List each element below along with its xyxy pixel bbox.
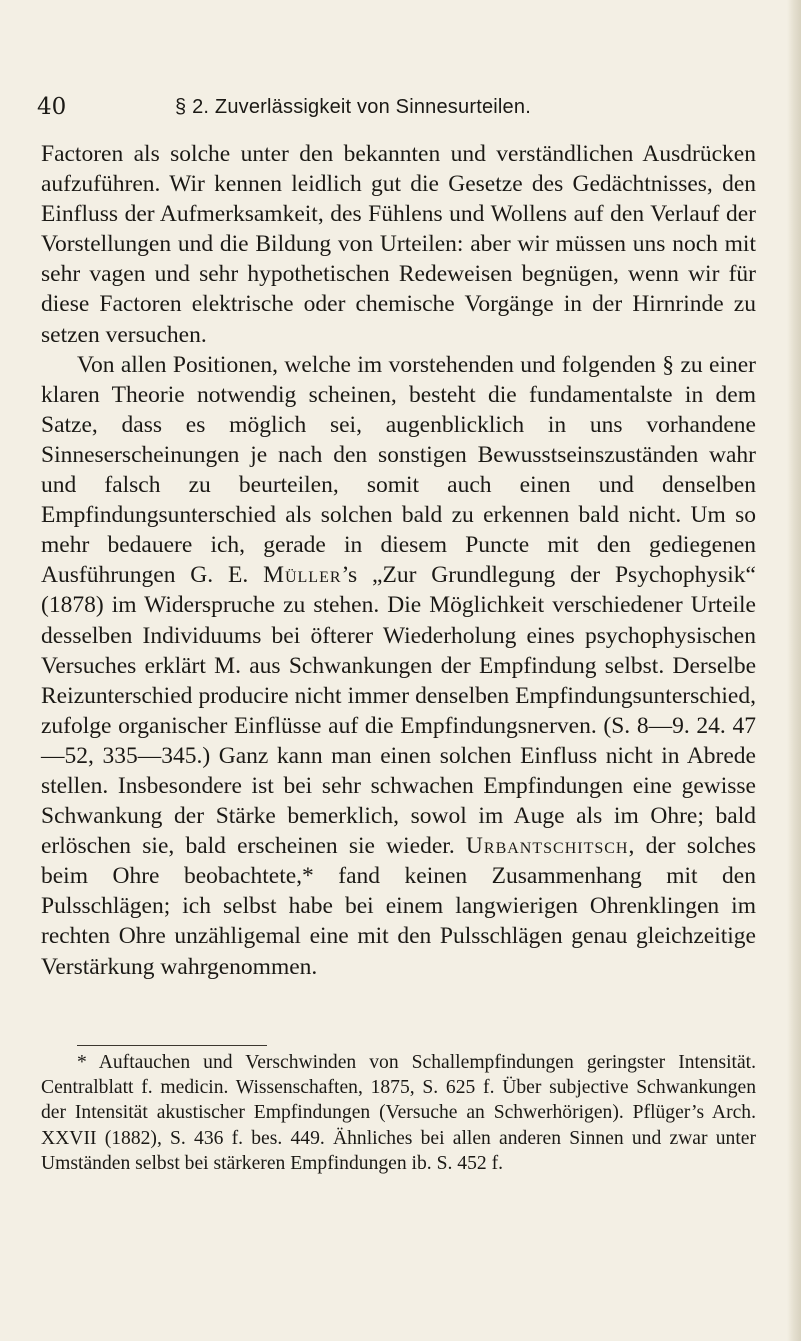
- footnote-text: * Auftauchen und Verschwinden von Schallempfindungen geringster Intensität. Centralblatt f. medicin. Wissenschaften, 1875, S. 625 f. Über subjective Schwankungen der Intensität akustischer Empfindungen (Versuche an Schwerhörigen). Pflüger’s Arch. XXVII (1882), S. 436 f. bes. 449. Ähnliches bei allen anderen Sinnen und zwar unter Umständen selbst bei stärkeren Empfindungen ib. S. 452 f.: [41, 1052, 756, 1174]
- running-header: [37, 92, 757, 124]
- footnote-divider: [77, 1045, 267, 1046]
- section-title: § 2. Zuverlässigkeit von Sinnesurteilen.: [175, 96, 531, 118]
- paragraph-2-text-c: , der solches beim Ohre beobachtete,* fand keinen Zusammenhang mit den Pulsschlägen; ich selbst habe bei einem langwierigen Ohrenklingen im rechten Ohre unzähligemal eine mit den Pulsschlägen genau gleichzeitige Verstärkung wahrgenommen.: [41, 833, 756, 980]
- author-urbantschitsch: Urbantschitsch: [465, 833, 629, 860]
- page-number: 40: [37, 94, 67, 120]
- main-text: [41, 139, 756, 982]
- author-mueller: Müller: [263, 562, 342, 589]
- footnote: [41, 1050, 756, 1176]
- paragraph-2: [41, 350, 756, 982]
- paragraph-2-text-b: ’s „Zur Grundlegung der Psychophysik“ (1878) im Widerspruche zu stehen. Die Möglichkeit verschiedener Urteile desselben Individuums bei öfterer Wiederholung eines psychophysischen Versuches erklärt M. aus Schwankungen der Empfindung selbst. Derselbe Reizunterschied producire nicht immer denselben Empfindungsunterschied, zufolge organischer Einflüsse auf die Empfindungsnerven. (S. 8—9. 24. 47—52, 335—345.) Ganz kann man einen solchen Einfluss nicht in Abrede stellen. Insbesondere ist bei sehr schwachen Empfindungen eine gewisse Schwankung der Stärke bemerklich, sowol im Auge als im Ohre; bald erlöschen sie, bald erscheinen sie wieder.: [41, 562, 756, 860]
- paragraph-1: Factoren als solche unter den bekannten und verständlichen Ausdrücken aufzuführen. Wir kennen leidlich gut die Gesetze des Gedächtnisses, den Einfluss der Aufmerksamkeit, des Fühlens und Wollens auf den Verlauf der Vorstellungen und die Bildung von Urteilen: aber wir müssen uns noch mit sehr vagen und sehr hypothetischen Redeweisen begnügen, wenn wir für diese Factoren elektrische oder chemische Vorgänge in der Hirnrinde zu setzen versuchen.: [41, 141, 756, 348]
- page-edge-shadow: [787, 0, 801, 1341]
- paragraph-2-text-a: Von allen Positionen, welche im vorstehenden und folgenden § zu einer klaren Theorie notwendig scheinen, besteht die fundamentalste in dem Satze, dass es möglich sei, augenblicklich in uns vorhandene Sinneserscheinungen je nach den sonstigen Bewusstseinszuständen wahr und falsch zu beurteilen, somit auch einen und denselben Empfindungsunterschied als solchen bald zu erkennen bald nicht. Um so mehr bedauere ich, gerade in diesem Puncte mit den gediegenen Ausführungen G. E.: [41, 351, 756, 589]
